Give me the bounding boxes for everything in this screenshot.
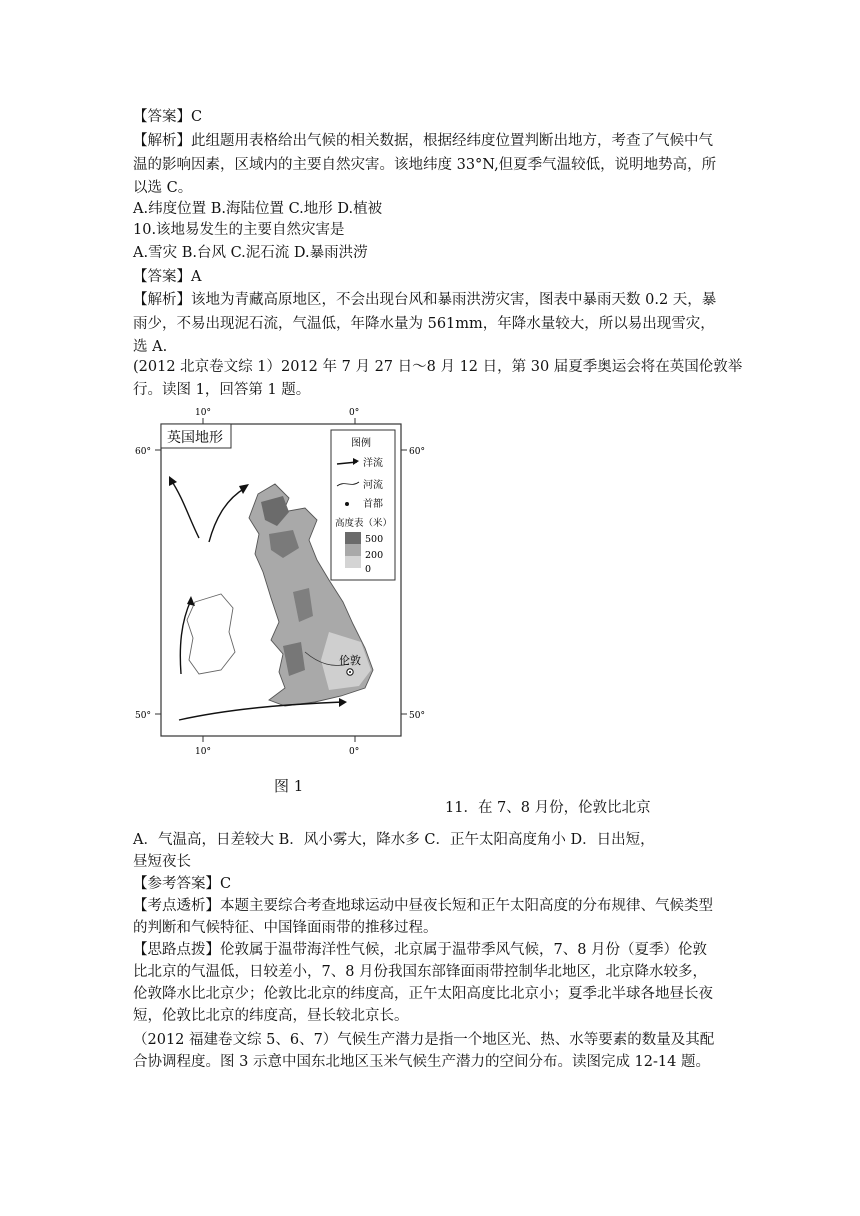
lat-label: 60°	[409, 447, 425, 457]
text-line: 【解析】此组题用表格给出气候的相关数据，根据经纬度位置判断出地方，考查了气候中气	[133, 133, 713, 149]
text-line: 10.该地易发生的主要自然灾害是	[133, 222, 345, 238]
text-line: (2012 北京卷文综 1）2012 年 7 月 27 日～8 月 12 日，第 30 届夏季奥运会将在英国伦敦举	[133, 359, 743, 375]
text-line: A.雪灾 B.台风 C.泥石流 D.暴雨洪涝	[133, 245, 368, 261]
text-line: 【思路点拨】伦敦属于温带海洋性气候，北京属于温带季风气候，7、8 月份（夏季）伦敦	[133, 942, 708, 958]
text-line: （2012 福建卷文综 5、6、7）气候生产潜力是指一个地区光、热、水等要素的数量及其配	[133, 1032, 715, 1048]
lon-label: 10°	[195, 747, 211, 757]
text-line: 【考点透析】本题主要综合考查地球运动中昼夜长短和正午太阳高度的分布规律、气候类型	[133, 898, 713, 914]
text-line: 【答案】A	[133, 269, 202, 285]
figure-caption: 图 1	[274, 777, 304, 795]
text-line: 昼短夜长	[133, 854, 191, 870]
city-label: 伦敦	[339, 654, 361, 667]
height-value: 500	[365, 534, 384, 545]
text-line: 以选 C。	[133, 180, 193, 196]
text-line: 伦敦降水比北京少；伦敦比北京的纬度高，正午太阳高度比北京小；夏季北半球各地昼长夜	[133, 986, 713, 1002]
text-line: A．气温高，日差较大 B．风小雾大，降水多 C．正午太阳高度角小 D．日出短，	[133, 832, 655, 848]
text-line: 行。读图 1，回答第 1 题。	[133, 382, 311, 398]
legend-item: 洋流	[363, 458, 383, 469]
text-line: 选 A.	[133, 339, 168, 355]
text-line: 【答案】C	[133, 109, 203, 125]
lon-label: 10°	[195, 408, 211, 418]
text-line: 【参考答案】C	[133, 876, 232, 892]
lon-label: 0°	[349, 747, 360, 757]
text-line: 的判断和气候特征、中国锋面雨带的推移过程。	[133, 920, 438, 936]
map-title: 英国地形	[167, 430, 223, 446]
lat-label: 50°	[409, 711, 425, 721]
uk-terrain-map	[133, 402, 433, 762]
height-value: 200	[365, 550, 384, 561]
legend-title: 图例	[351, 438, 371, 449]
text-line: 比北京的气温低，日较差小，7、8 月份我国东部锋面雨带控制华北地区，北京降水较多，	[133, 964, 708, 980]
text-line: 雨少，不易出现泥石流，气温低，年降水量为 561mm，年降水量较大，所以易出现雪灾，	[133, 316, 715, 332]
text-line: 短，伦敦比北京的纬度高，昼长较北京长。	[133, 1008, 409, 1024]
lat-label: 50°	[135, 711, 151, 721]
question-11: 11．在 7、8 月份，伦敦比北京	[445, 800, 651, 816]
height-title: 高度表（米）	[335, 518, 393, 529]
text-line: 合协调程度。图 3 示意中国东北地区玉米气候生产潜力的空间分布。读图完成 12-14 题。	[133, 1054, 710, 1070]
lat-label: 60°	[135, 447, 151, 457]
height-value: 0	[365, 564, 372, 575]
text-line: A.纬度位置 B.海陆位置 C.地形 D.植被	[133, 201, 383, 217]
lon-label: 0°	[349, 408, 360, 418]
text-line: 【解析】该地为青藏高原地区，不会出现台风和暴雨洪涝灾害，图表中暴雨天数 0.2 天，暴	[133, 292, 717, 308]
legend-item: 首都	[363, 499, 383, 510]
legend-item: 河流	[363, 480, 383, 491]
text-line: 温的影响因素，区域内的主要自然灾害。该地纬度 33°N,但夏季气温较低，说明地势高，所	[133, 157, 717, 173]
